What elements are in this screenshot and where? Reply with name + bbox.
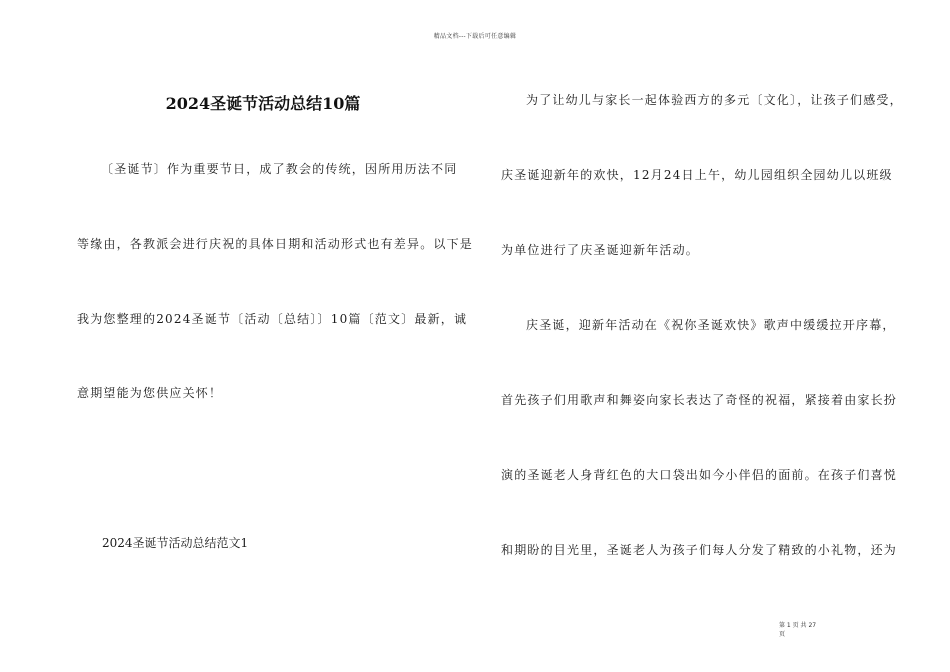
paragraph-line: 演的圣诞老人身背红色的大口袋出如今小伴侣的面前。在孩子们喜悦 [501, 468, 898, 482]
paragraph-line: 为了让幼儿与家长一起体验西方的多元〔文化〕，让孩子们感受， [526, 93, 903, 107]
paragraph-line: 我为您整理的2024圣诞节〔活动〔总结〕〕10篇〔范文〕最新，诚 [77, 312, 468, 326]
paragraph-line: 意期望能为您供应关怀！ [77, 386, 223, 400]
document-title: 2024圣诞节活动总结10篇 [165, 94, 361, 113]
page-number [779, 621, 839, 639]
paragraph-line: 〔圣诞节〕作为重要节日，成了教会的传统，因所用历法不同 [101, 162, 458, 176]
page-number-line: 第 1 页 共 27 [779, 622, 817, 629]
paragraph-line: 为单位进行了庆圣诞迎新年活动。 [501, 243, 700, 257]
paragraph-line: 庆圣诞，迎新年活动在《祝你圣诞欢快》歌声中缓缓拉开序幕， [526, 318, 896, 332]
page-number-line: 页 [779, 631, 786, 638]
paragraph-line: 庆圣诞迎新年的欢快，12月24日上午，幼儿园组织全园幼儿以班级 [501, 168, 893, 182]
paragraph-line: 首先孩子们用歌声和舞姿向家长表达了奇怪的祝福，紧接着由家长扮 [501, 393, 898, 407]
section-heading: 2024圣诞节活动总结范文1 [102, 536, 249, 550]
paragraph-line: 等缘由，各教派会进行庆祝的具体日期和活动形式也有差异。以下是 [77, 237, 474, 251]
document-header-note: 精品文档---下载后可任意编辑 [433, 33, 517, 40]
paragraph-line: 和期盼的目光里，圣诞老人为孩子们每人分发了精致的小礼物，还为 [501, 543, 898, 557]
